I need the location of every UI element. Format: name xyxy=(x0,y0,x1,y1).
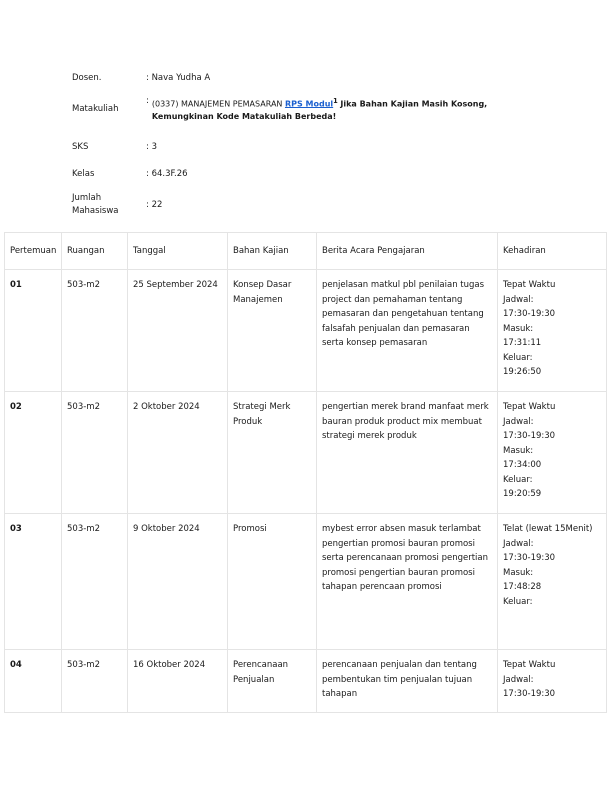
cell-ruangan: 503-m2 xyxy=(62,514,128,650)
cell-bahan-kajian: Promosi xyxy=(228,514,317,650)
cell-bahan-kajian: Konsep Dasar Manajemen xyxy=(228,270,317,392)
cell-tanggal: 25 September 2024 xyxy=(128,270,228,392)
kehadiran-jadwal-label: Jadwal: xyxy=(503,294,534,305)
kelas-value: : 64.3F.26 xyxy=(146,168,188,179)
kehadiran-status: Tepat Waktu xyxy=(503,402,556,412)
cell-pertemuan: 02 xyxy=(5,392,62,514)
cell-pertemuan: 04 xyxy=(5,650,62,713)
cell-kehadiran xyxy=(498,270,607,392)
kehadiran-keluar-value: 19:20:59 xyxy=(503,489,542,499)
info-row-matakuliah xyxy=(72,86,542,132)
kehadiran-masuk-value: 17:31:11 xyxy=(503,338,542,348)
cell-bahan-kajian: Strategi Merk Produk xyxy=(228,392,317,514)
footnote-marker: 1 xyxy=(333,96,338,105)
cell-ruangan: 503-m2 xyxy=(62,270,128,392)
kehadiran-status: Tepat Waktu xyxy=(503,660,556,670)
kehadiran-jadwal-value: 17:30-19:30 xyxy=(503,431,556,441)
info-row-sks xyxy=(72,132,542,162)
kehadiran-keluar-value: 19:26:50 xyxy=(503,367,542,377)
kehadiran-jadwal-label: Jadwal: xyxy=(503,416,534,427)
matakuliah-value xyxy=(146,95,542,124)
table-row xyxy=(5,270,607,392)
kehadiran-jadwal-value: 17:30-19:30 xyxy=(503,689,556,699)
cell-bahan-kajian: Perencanaan Penjualan xyxy=(228,650,317,713)
kehadiran-status: Tepat Waktu xyxy=(503,280,556,290)
info-row-kelas xyxy=(72,162,542,186)
jumlah-value: : 22 xyxy=(146,199,163,210)
cell-tanggal: 2 Oktober 2024 xyxy=(128,392,228,514)
cell-kehadiran xyxy=(498,650,607,713)
cell-tanggal: 9 Oktober 2024 xyxy=(128,514,228,650)
header-ruangan: Ruangan xyxy=(62,233,128,270)
cell-berita-acara: pengertian merek brand manfaat merk bauran produk product mix membuat strategi merek produk xyxy=(317,392,498,514)
kehadiran-masuk-label: Masuk: xyxy=(503,445,534,456)
cell-ruangan: 503-m2 xyxy=(62,392,128,514)
kehadiran-status: Telat (lewat 15Menit) xyxy=(503,524,593,534)
cell-berita-acara: mybest error absen masuk terlambat pengertian promosi bauran promosi serta perencanaan promosi pengertian promosi pengertian bauran promosi tahapan perencaan promosi xyxy=(317,514,498,650)
cell-berita-acara: perencanaan penjualan dan tentang pembentukan tim penjualan tujuan tahapan xyxy=(317,650,498,713)
kehadiran-masuk-label: Masuk: xyxy=(503,567,534,578)
table-row xyxy=(5,514,607,650)
kehadiran-jadwal-value: 17:30-19:30 xyxy=(503,309,556,319)
attendance-table xyxy=(4,232,607,713)
table-row xyxy=(5,650,607,713)
matakuliah-name: (0337) MANAJEMEN PEMASARAN xyxy=(151,99,283,109)
matakuliah-colon: : xyxy=(146,95,149,106)
matakuliah-note: Jika Bahan Kajian Masih Kosong, Kemungkinan Kode Matakuliah Berbeda! xyxy=(151,99,488,122)
cell-berita-acara: penjelasan matkul pbl penilaian tugas project dan pemahaman tentang pemasaran dan pengetahuan tentang falsafah penjualan dan pemasaran serta konsep pemasaran xyxy=(317,270,498,392)
kehadiran-jadwal-label: Jadwal: xyxy=(503,674,534,685)
sks-value: : 3 xyxy=(146,141,157,152)
kehadiran-keluar-label: Keluar: xyxy=(503,352,533,363)
kehadiran-jadwal-label: Jadwal: xyxy=(503,538,534,549)
kehadiran-jadwal-value: 17:30-19:30 xyxy=(503,553,556,563)
info-row-jumlah xyxy=(72,186,542,224)
header-kehadiran: Kehadiran xyxy=(498,233,607,270)
cell-pertemuan: 01 xyxy=(5,270,62,392)
kelas-label: Kelas xyxy=(72,168,95,179)
dosen-label: Dosen. xyxy=(72,72,102,83)
info-row-dosen xyxy=(72,70,542,86)
cell-pertemuan: 03 xyxy=(5,514,62,650)
kehadiran-masuk-value: 17:48:28 xyxy=(503,582,542,592)
kehadiran-keluar-label: Keluar: xyxy=(503,596,533,607)
cell-tanggal: 16 Oktober 2024 xyxy=(128,650,228,713)
header-berita-acara: Berita Acara Pengajaran xyxy=(317,233,498,270)
header-tanggal: Tanggal xyxy=(128,233,228,270)
header-bahan-kajian: Bahan Kajian xyxy=(228,233,317,270)
matakuliah-label: Matakuliah xyxy=(72,103,119,114)
course-info xyxy=(72,70,542,224)
kehadiran-masuk-value: 17:34:00 xyxy=(503,460,542,470)
table-header-row xyxy=(5,233,607,270)
kehadiran-masuk-label: Masuk: xyxy=(503,323,534,334)
jumlah-label: Jumlah Mahasiswa xyxy=(72,193,119,216)
kehadiran-keluar-label: Keluar: xyxy=(503,474,533,485)
sks-label: SKS xyxy=(72,141,89,152)
cell-kehadiran xyxy=(498,392,607,514)
dosen-value: : Nava Yudha A xyxy=(146,72,211,83)
header-pertemuan: Pertemuan xyxy=(5,233,62,270)
table-row xyxy=(5,392,607,514)
cell-ruangan: 503-m2 xyxy=(62,650,128,713)
rps-modul-link[interactable]: RPS Modul xyxy=(284,99,334,109)
cell-kehadiran xyxy=(498,514,607,650)
